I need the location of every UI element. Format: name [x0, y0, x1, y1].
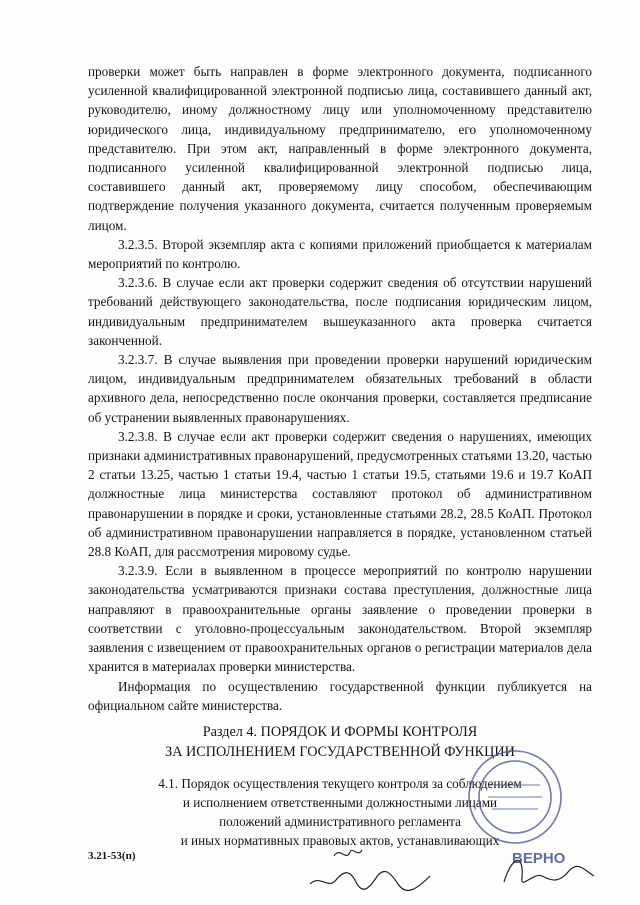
section-heading-line-2: ЗА ИСПОЛНЕНИЕМ ГОСУДАРСТВЕННОЙ ФУНКЦИИ — [165, 744, 515, 760]
subsection-heading-line-3: положений административного регламента — [219, 814, 461, 829]
paragraph-3-2-3-8: 3.2.3.8. В случае если акт проверки содержит сведения о нарушениях, имеющих признаки административных правонарушений, предусмотренных статьями 13.20, частью 2 статьи 13.25, частью 1 статьи 19.4, частью 1 статьи 19.5, статьями 19.6 и 19.7 КоАП должностные лица министерства составляют протокол об административном правонарушении в порядке и сроки, установленные статьями 28.2, 28.5 КоАП. Протокол об административном правонарушении направляется в порядке, установленном статьей 28.8 КоАП, для рассмотрения мировому судье. — [88, 428, 592, 560]
subsection-heading-line-2: и исполнением ответственными должностными лицами — [182, 795, 498, 810]
section-heading-line-1: Раздел 4. ПОРЯДОК И ФОРМЫ КОНТРОЛЯ — [202, 724, 478, 740]
stamp-verno-text: ВЕРНО — [512, 850, 566, 867]
paragraph-3-2-3-9: 3.2.3.9. Если в выявленном в процессе мероприятий по контролю нарушении законодательства усматриваются признаки состава преступления, должностные лица направляют в правоохранительные органы заявление о проведении проверки в соответствии с уголовно-процессуальным законодательством. Второй экземпляр заявления с извещением от правоохранительных органов о регистрации материалов дела хранится в материалах проверки министерства. — [88, 563, 592, 675]
paragraph-3-2-3-6: 3.2.3.6. В случае если акт проверки содержит сведения об отсутствии нарушений требований действующего законодательства, после подписания юридическим лицом, индивидуальным предпринимателем вышеуказанного акта проверка считается законченной. — [88, 275, 592, 348]
subsection-heading-line-4: и иных нормативных правовых актов, устанавливающих — [180, 833, 500, 848]
subsection-heading-line-1: 4.1. Порядок осуществления текущего контроля за соблюдением — [158, 776, 522, 791]
paragraph-3-2-3-5: 3.2.3.5. Второй экземпляр акта с копиями приложений приобщается к материалам мероприятий по контролю. — [88, 236, 592, 272]
paragraph-info-publication: Информация по осуществлению государственной функции публикуется на официальном сайте министерства. — [88, 678, 592, 713]
signature-left — [306, 840, 436, 900]
body-text — [88, 62, 592, 715]
paragraph-continuation: проверки может быть направлен в форме электронного документа, подписанного усиленной квалифицированной электронной подписью лица, составившего данный акт, руководителю, иному должностному лицу или уполномоченному представителю юридического лица, индивидуальному предпринимателю, его уполномоченному представителю. При этом акт, направленный в форме электронного документа, подписанного усиленной квалифицированной электронной подписью лица, составившего данный акт, проверяемому лицу способом, обеспечивающим подтверждение получения указанного документа, считается полученным проверяемым лицом. — [88, 64, 592, 233]
signature-right — [498, 842, 598, 898]
document-code: 3.21-53(п) — [88, 850, 136, 862]
paragraph-3-2-3-7: 3.2.3.7. В случае выявления при проведении проверки нарушений юридическим лицом, индивидуальным предпринимателем обязательных требований в области архивного дела, непосредственно после окончания проверки, составляется предписание об устранении выявленных правонарушениях. — [88, 352, 592, 425]
